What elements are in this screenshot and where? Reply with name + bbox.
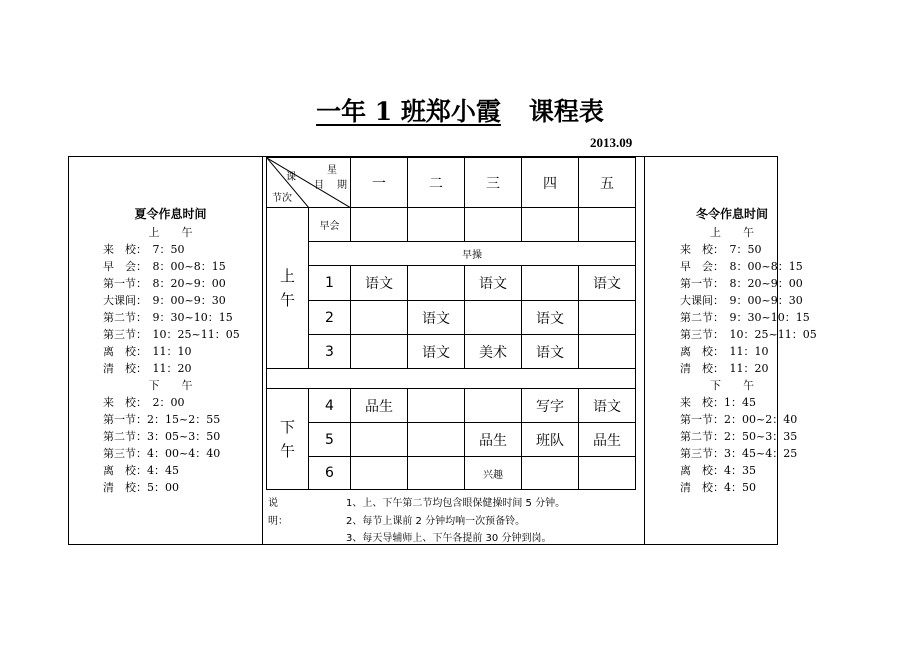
winter-time-row: 离 校： 11：10 bbox=[680, 345, 769, 358]
winter-pm-label: 下 午 bbox=[710, 379, 754, 392]
schedule-table bbox=[266, 157, 636, 490]
class-cell: 语文 bbox=[351, 266, 408, 301]
winter-time-row: 大课间： 9：00~9：30 bbox=[680, 294, 803, 307]
header-row bbox=[267, 158, 636, 208]
right-divider bbox=[644, 156, 645, 545]
winter-time-row: 来 校：1：45 bbox=[680, 396, 756, 409]
winter-time-row: 离 校：4：35 bbox=[680, 464, 756, 477]
summer-time-row: 第三节： 10：25~11：05 bbox=[103, 328, 240, 341]
note-item: 2、每节上课前 2 分钟均响一次预备铃。 bbox=[346, 515, 526, 527]
class-cell: 班队 bbox=[522, 423, 579, 457]
winter-time-row: 清 校： 11：20 bbox=[680, 362, 769, 375]
summer-time-row: 来 校： 7：50 bbox=[103, 243, 185, 256]
class-cell: 语文 bbox=[408, 301, 465, 335]
winter-time-row: 第一节：2：00~2：40 bbox=[680, 413, 798, 426]
class-cell: 语文 bbox=[522, 335, 579, 369]
summer-time-row: 第一节：2：15~2：55 bbox=[103, 413, 221, 426]
class-cell bbox=[465, 301, 522, 335]
class-cell: 品生 bbox=[579, 423, 636, 457]
am-label: 上 午 bbox=[267, 208, 309, 369]
class-cell bbox=[579, 457, 636, 490]
day-header: 四 bbox=[522, 158, 579, 208]
summer-time-row: 第一节： 8：20~9：00 bbox=[103, 277, 226, 290]
period-number: 6 bbox=[309, 457, 351, 490]
class-cell: 语文 bbox=[522, 301, 579, 335]
winter-time-row: 早 会： 8：00~8：15 bbox=[680, 260, 803, 273]
winter-time-row: 来 校： 7：50 bbox=[680, 243, 762, 256]
class-cell: 写字 bbox=[522, 389, 579, 423]
summer-pm-label: 下 午 bbox=[148, 379, 193, 392]
class-cell bbox=[351, 301, 408, 335]
summer-time-row: 第二节：3：05~3：50 bbox=[103, 430, 221, 443]
summer-time-row: 第二节： 9：30~10：15 bbox=[103, 311, 233, 324]
class-cell bbox=[522, 457, 579, 490]
note-item: 1、上、下午第二节均包含眼保健操时间 5 分钟。 bbox=[346, 498, 566, 509]
class-cell bbox=[522, 266, 579, 301]
class-cell bbox=[408, 389, 465, 423]
winter-time-row: 清 校：4：50 bbox=[680, 481, 756, 494]
winter-timetable bbox=[680, 206, 817, 496]
note-item: 3、每天导辅师上、下午各提前 30 分钟到岗。 bbox=[346, 533, 552, 544]
corner-ke: 课 bbox=[286, 172, 296, 183]
period-number: 2 bbox=[309, 301, 351, 335]
winter-time-row: 第一节： 8：20~9：00 bbox=[680, 277, 803, 290]
day-header: 二 bbox=[408, 158, 465, 208]
summer-time-row: 来 校： 2：00 bbox=[103, 396, 185, 409]
page-title bbox=[0, 92, 920, 128]
period-number: 5 bbox=[309, 423, 351, 457]
class-cell bbox=[408, 457, 465, 490]
class-cell: 语文 bbox=[579, 389, 636, 423]
class-cell: 品生 bbox=[465, 423, 522, 457]
class-cell bbox=[579, 301, 636, 335]
title-class-name: 一年 1 班郑小霞 bbox=[316, 97, 501, 126]
winter-heading: 冬令作息时间 bbox=[695, 207, 768, 221]
period-number: 3 bbox=[309, 335, 351, 369]
period-row bbox=[267, 389, 636, 423]
summer-heading: 夏令作息时间 bbox=[134, 207, 207, 221]
summer-time-row: 清 校：5：00 bbox=[103, 481, 179, 494]
date-label: 2013.09 bbox=[590, 135, 633, 150]
class-cell: 语文 bbox=[465, 266, 522, 301]
class-cell: 语文 bbox=[579, 266, 636, 301]
day-header: 五 bbox=[579, 158, 636, 208]
summer-time-row: 大课间： 9：00~9：30 bbox=[103, 294, 226, 307]
summer-time-row: 清 校： 11：20 bbox=[103, 362, 192, 375]
summer-time-row: 离 校：4：45 bbox=[103, 464, 179, 477]
corner-qi: 期 bbox=[337, 180, 347, 191]
summer-time-row: 第三节：4：00~4：40 bbox=[103, 447, 221, 460]
class-cell bbox=[408, 266, 465, 301]
corner-header bbox=[267, 158, 351, 208]
period-row bbox=[267, 266, 636, 301]
winter-time-row: 第三节： 10：25~11：05 bbox=[680, 328, 817, 341]
morning-exercise-label: 早操 bbox=[309, 242, 636, 266]
corner-xing: 星 bbox=[327, 165, 337, 176]
pm-label: 下 午 bbox=[267, 389, 309, 490]
class-cell: 品生 bbox=[351, 389, 408, 423]
day-header: 一 bbox=[351, 158, 408, 208]
period-row bbox=[267, 301, 636, 335]
summer-am-label: 上 午 bbox=[148, 226, 193, 239]
class-cell: 美术 bbox=[465, 335, 522, 369]
summer-timetable bbox=[103, 206, 263, 496]
class-cell bbox=[351, 335, 408, 369]
class-cell bbox=[351, 423, 408, 457]
corner-mu: 目 bbox=[314, 180, 324, 191]
period-number: 4 bbox=[309, 389, 351, 423]
title-schedule: 课程表 bbox=[528, 97, 604, 126]
morning-meeting-label: 早会 bbox=[309, 208, 351, 242]
notes-label: 说明： bbox=[268, 498, 288, 527]
day-header: 三 bbox=[465, 158, 522, 208]
winter-am-label: 上 午 bbox=[710, 226, 754, 239]
period-row bbox=[267, 335, 636, 369]
winter-time-row: 第二节： 9：30~10：15 bbox=[680, 311, 810, 324]
class-cell: 语文 bbox=[408, 335, 465, 369]
noon-break-row bbox=[267, 369, 636, 389]
class-cell bbox=[351, 457, 408, 490]
class-cell bbox=[579, 335, 636, 369]
period-number: 1 bbox=[309, 266, 351, 301]
class-cell bbox=[408, 423, 465, 457]
summer-time-row: 离 校： 11：10 bbox=[103, 345, 192, 358]
period-row bbox=[267, 423, 636, 457]
class-cell bbox=[465, 389, 522, 423]
corner-jieci: 节次 bbox=[272, 193, 292, 204]
class-cell: 兴趣 bbox=[465, 457, 522, 490]
summer-time-row: 早 会： 8：00~8：15 bbox=[103, 260, 226, 273]
period-row bbox=[267, 457, 636, 490]
winter-time-row: 第三节：3：45~4：25 bbox=[680, 447, 798, 460]
winter-time-row: 第二节：2：50~3：35 bbox=[680, 430, 798, 443]
